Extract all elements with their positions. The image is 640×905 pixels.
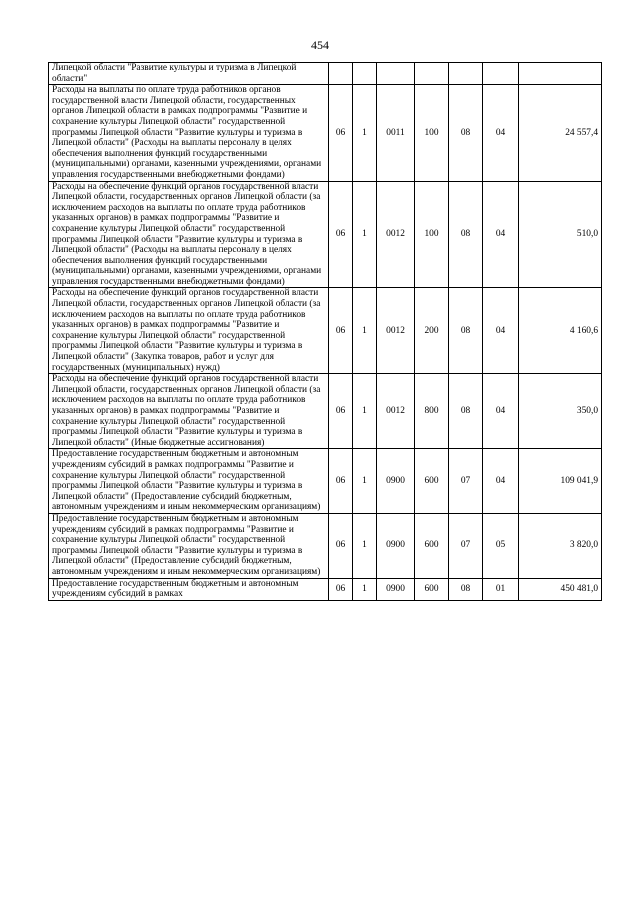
expense-type-code: 200 xyxy=(415,288,449,374)
expense-type-code: 600 xyxy=(415,513,449,578)
subprogram-code xyxy=(353,63,377,85)
row-description: Расходы на выплаты по оплате труда работников органов государственной власти Липецкой области, государственных органов Липецкой области в рамках подпрограммы "Развитие и сохранение культуры Липецкой области" государственной программы Липецкой области "Развитие культуры и туризма в Липецкой области" (Расходы на выплаты персоналу в целях обеспечения выполнения функций государственными (муниципальными) органами, казенными учреждениями, органами управления государственными внебюджетными фондами) xyxy=(49,85,329,181)
subsection-code: 04 xyxy=(483,374,519,449)
amount: 510,0 xyxy=(519,181,602,288)
direction-code: 0900 xyxy=(377,578,415,600)
direction-code: 0900 xyxy=(377,513,415,578)
subprogram-code: 1 xyxy=(353,449,377,514)
expense-type-code: 600 xyxy=(415,449,449,514)
amount: 3 820,0 xyxy=(519,513,602,578)
subsection-code: 01 xyxy=(483,578,519,600)
subsection-code: 04 xyxy=(483,181,519,288)
direction-code xyxy=(377,63,415,85)
subsection-code: 04 xyxy=(483,85,519,181)
table-row xyxy=(49,513,602,578)
program-code: 06 xyxy=(329,85,353,181)
amount: 4 160,6 xyxy=(519,288,602,374)
subsection-code: 04 xyxy=(483,449,519,514)
table-row xyxy=(49,449,602,514)
row-description: Предоставление государственным бюджетным и автономным учреждениям субсидий в рамках подпрограммы "Развитие и сохранение культуры Липецкой области" государственной программы Липецкой области "Развитие культуры и туризма в Липецкой области" (Предоставление субсидий бюджетным, автономным учреждениям и иным некоммерческим организациям) xyxy=(49,449,329,514)
program-code: 06 xyxy=(329,374,353,449)
table-row xyxy=(49,374,602,449)
program-code: 06 xyxy=(329,513,353,578)
subsection-code: 04 xyxy=(483,288,519,374)
section-code: 08 xyxy=(449,374,483,449)
section-code: 07 xyxy=(449,449,483,514)
expense-type-code: 800 xyxy=(415,374,449,449)
row-description: Расходы на обеспечение функций органов государственной власти Липецкой области, государственных органов Липецкой области (за исключением расходов на выплаты по оплате труда работников указанных органов) в рамках подпрограммы "Развитие и сохранение культуры Липецкой области" государственной программы Липецкой области "Развитие культуры и туризма в Липецкой области" (Закупка товаров, работ и услуг для государственных (муниципальных) нужд) xyxy=(49,288,329,374)
direction-code: 0012 xyxy=(377,181,415,288)
amount: 109 041,9 xyxy=(519,449,602,514)
amount xyxy=(519,63,602,85)
expense-type-code xyxy=(415,63,449,85)
program-code: 06 xyxy=(329,288,353,374)
expense-type-code: 600 xyxy=(415,578,449,600)
expense-type-code: 100 xyxy=(415,181,449,288)
subprogram-code: 1 xyxy=(353,85,377,181)
row-description: Предоставление государственным бюджетным и автономным учреждениям субсидий в рамках xyxy=(49,578,329,600)
subsection-code xyxy=(483,63,519,85)
direction-code: 0012 xyxy=(377,374,415,449)
direction-code: 0011 xyxy=(377,85,415,181)
subprogram-code: 1 xyxy=(353,513,377,578)
subprogram-code: 1 xyxy=(353,578,377,600)
amount: 350,0 xyxy=(519,374,602,449)
section-code xyxy=(449,63,483,85)
section-code: 07 xyxy=(449,513,483,578)
row-description: Расходы на обеспечение функций органов государственной власти Липецкой области, государственных органов Липецкой области (за исключением расходов на выплаты по оплате труда работников указанных органов) в рамках подпрограммы "Развитие и сохранение культуры Липецкой области" государственной программы Липецкой области "Развитие культуры и туризма в Липецкой области" (Иные бюджетные ассигнования) xyxy=(49,374,329,449)
row-description: Предоставление государственным бюджетным и автономным учреждениям субсидий в рамках подпрограммы "Развитие и сохранение культуры Липецкой области" государственной программы Липецкой области "Развитие культуры и туризма в Липецкой области" (Предоставление субсидий бюджетным, автономным учреждениям и иным некоммерческим организациям) xyxy=(49,513,329,578)
section-code: 08 xyxy=(449,85,483,181)
row-description: Липецкой области "Развитие культуры и туризма в Липецкой области" xyxy=(49,63,329,85)
subsection-code: 05 xyxy=(483,513,519,578)
table-row xyxy=(49,578,602,600)
program-code: 06 xyxy=(329,181,353,288)
program-code: 06 xyxy=(329,449,353,514)
table-row xyxy=(49,63,602,85)
table-row xyxy=(49,181,602,288)
amount: 24 557,4 xyxy=(519,85,602,181)
section-code: 08 xyxy=(449,181,483,288)
section-code: 08 xyxy=(449,288,483,374)
table-row xyxy=(49,288,602,374)
page-number: 454 xyxy=(311,38,329,52)
direction-code: 0900 xyxy=(377,449,415,514)
subprogram-code: 1 xyxy=(353,181,377,288)
subprogram-code: 1 xyxy=(353,374,377,449)
amount: 450 481,0 xyxy=(519,578,602,600)
program-code: 06 xyxy=(329,578,353,600)
section-code: 08 xyxy=(449,578,483,600)
subprogram-code: 1 xyxy=(353,288,377,374)
row-description: Расходы на обеспечение функций органов государственной власти Липецкой области, государственных органов Липецкой области (за исключением расходов на выплаты по оплате труда работников указанных органов) в рамках подпрограммы "Развитие и сохранение культуры Липецкой области" государственной программы Липецкой области "Развитие культуры и туризма в Липецкой области" (Расходы на выплаты персоналу в целях обеспечения выполнения функций государственными (муниципальными) органами, казенными учреждениями, органами управления государственными внебюджетными фондами) xyxy=(49,181,329,288)
direction-code: 0012 xyxy=(377,288,415,374)
expense-type-code: 100 xyxy=(415,85,449,181)
table-row xyxy=(49,85,602,181)
budget-table xyxy=(48,62,602,601)
program-code xyxy=(329,63,353,85)
